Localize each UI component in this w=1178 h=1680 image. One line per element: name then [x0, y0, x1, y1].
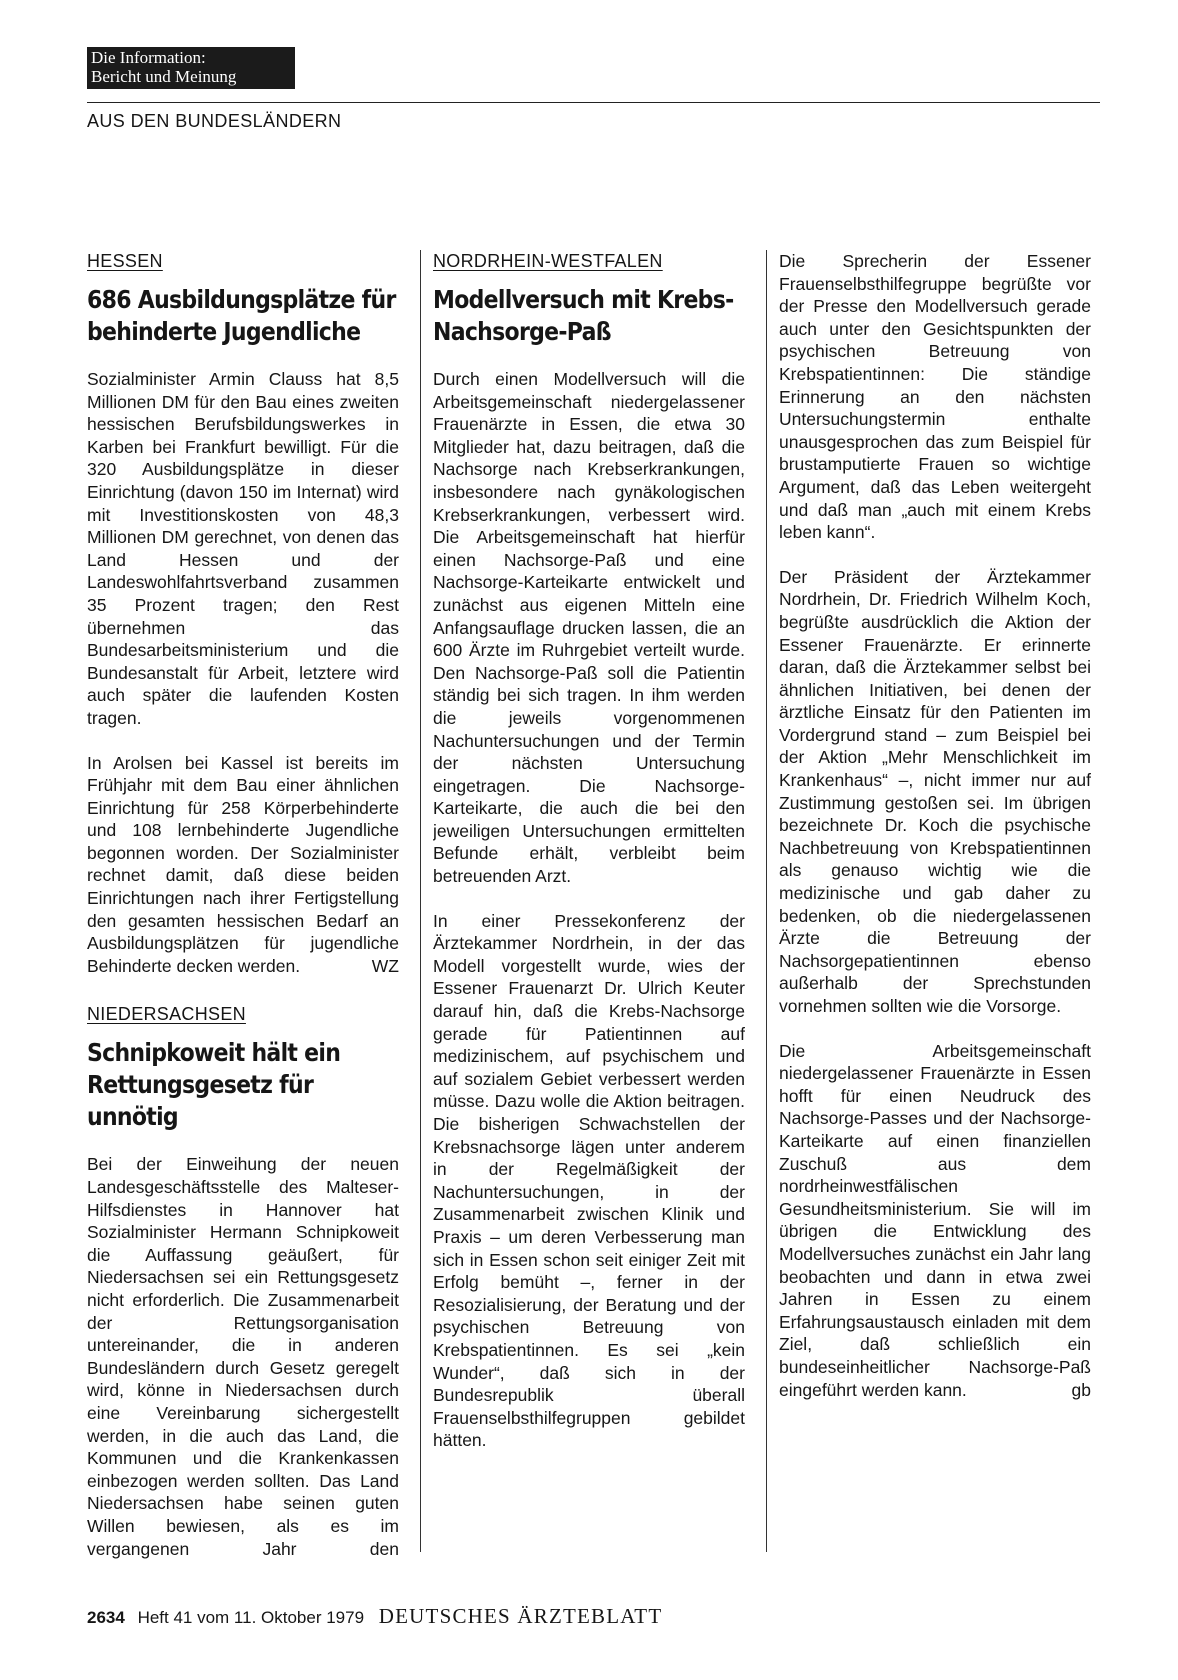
page-number: 2634 — [87, 1608, 125, 1627]
article-nrw-paragraph-2: In einer Pressekonferenz der Ärztekammer Nordrhein, in der das Modell vorgestellt wurde, wies der Essener Frauenarzt Dr. Ulrich Keuter darauf hin, daß die Krebs-Nachsorge gerade für Patientinnen auf medizinischem, auf psychischem und auf sozialem Gebiet verbessert werden müsse. Dazu wolle die Aktion beitragen. Die bisherigen Schwachstellen der Krebsnachsorge lägen unter anderem in der Regelmäßigkeit der Nachuntersuchungen, in der Zusammenarbeit zwischen Klinik und Praxis – um deren Verbesserung man sich in Essen schon seit einiger Zeit mit Erfolg bemüht –, ferner in der Resozialisierung, der Beratung und der psychischen Betreuung von Krebspatientinnen. Es sei „kein Wunder“, daß sich in der Bundesrepublik überall Frauenselbsthilfegruppen gebildet hätten. — [433, 910, 745, 1451]
article-nrw-paragraph-5 — [779, 1040, 1091, 1402]
column-divider-2 — [766, 250, 767, 1552]
column-3 — [779, 250, 1091, 1560]
page-footer — [87, 1604, 662, 1629]
headline-niedersachsen: Schnipkoweit hält ein Rettungsgesetz für unnötig — [87, 1038, 341, 1132]
issue-info: Heft 41 vom 11. Oktober 1979 — [137, 1608, 365, 1627]
article-hessen-paragraph-2 — [87, 752, 399, 978]
region-label-nrw: NORDRHEIN-WESTFALEN — [433, 251, 663, 271]
article-nrw-paragraph-1: Durch einen Modellversuch will die Arbeitsgemeinschaft niedergelassener Frauenärzte in Essen, die etwa 30 Mitglieder hat, dazu beitragen, daß die Nachsorge nach Krebserkrankungen, insbesondere nach gynäkologischen Krebserkrankungen, verbessert wird. Die Arbeitsgemeinschaft hat hierfür einen Nachsorge-Paß und eine Nachsorge-Karteikarte entwickelt und zunächst aus eigenen Mitteln eine Anfangsauflage drucken lassen, die an 600 Ärzte im Ruhrgebiet verteilt wurde. Den Nachsorge-Paß soll die Patientin ständig bei sich tragen. In ihm werden die jeweils vorgenommenen Nachuntersuchungen und der Termin der nächsten Untersuchung eingetragen. Die Nachsorge-Karteikarte, die auch die bei den jeweiligen Untersuchungen ermittelten Befunde erhält, verbleibt beim betreuenden Arzt. — [433, 369, 745, 887]
article-hessen-paragraph-2-text: In Arolsen bei Kassel ist bereits im Frühjahr mit dem Bau einer ähnlichen Einrichtung für 258 Körperbehinderte und 108 lernbehinderte Jugendliche begonnen worden. Der Sozialminister rechnet damit, daß diese beiden Einrichtungen nach ihrer Fertigstellung den gesamten hessischen Bedarf an Ausbildungsplätzen für jugendliche Behinderte decken werden. — [87, 752, 399, 976]
author-signature-hessen: WZ — [371, 955, 399, 976]
author-signature-nrw: gb — [1071, 1379, 1091, 1400]
region-label-niedersachsen: NIEDERSACHSEN — [87, 1004, 246, 1025]
article-nrw-paragraph-4: Der Präsident der Ärztekammer Nordrhein, Dr. Friedrich Wilhelm Koch, begrüßte ausdrücklich die Aktion der Essener Frauenärzte. Er erinnerte daran, daß die Ärztekammer selbst bei ähnlichen Initiativen, bei denen der ärztliche Einsatz für den Patienten im Vordergrund stand – zum Beispiel bei der Aktion „Mehr Menschlichkeit im Krankenhaus“ –, nicht immer nur auf Zustimmung gestoßen sei. Im übrigen bezeichnete Dr. Koch die psychische Nachbetreuung von Krebspatientinnen als genauso wichtig wie die medizinische und gab daher zu bedenken, ob die niedergelassenen Ärzte die Betreuung der Nachsorgepatientinnen ebenso außerhalb der Sprechstunden vornehmen sollten wie die Vorsorge. — [779, 566, 1091, 1016]
headline-hessen: 686 Ausbildungsplätze für behinderte Jugendliche — [87, 285, 396, 346]
top-rule — [87, 102, 1100, 103]
headline-nrw: Modellversuch mit Krebs-Nachsorge-Paß — [433, 285, 734, 346]
masthead — [87, 47, 295, 89]
column-2 — [433, 250, 745, 1560]
article-nrw-paragraph-5-text: Die Arbeitsgemeinschaft niedergelassener Frauenärzte in Essen hofft für einen Neudruck des Nachsorge-Passes und der Nachsorge-Karteikarte auf einen finanziellen Zuschuß aus dem nordrheinwestfälischen Gesundheitsministerium. Sie will im übrigen die Entwicklung des Modellversuches zunächst ein Jahr lang beobachten und dann in etwa zwei Jahren in Essen zu einem Erfahrungsaustausch einladen mit dem Ziel, daß schließlich ein bundeseinheitlicher Nachsorge-Paß eingeführt werden kann. — [779, 1040, 1091, 1400]
masthead-line-1: Die Information: — [91, 48, 206, 67]
article-niedersachsen-start — [87, 1003, 399, 1560]
article-nrw-paragraph-3: Die Sprecherin der Essener Frauenselbsthilfegruppe begrüßte vor der Presse den Modellversuch gerade auch unter den Gesichtspunkten der psychischen Betreuung von Krebspatientinnen: Die ständige Erinnerung an den nächsten Untersuchungstermin enthalte unausgesprochen das zum Beispiel für brustamputierte Frauen so wichtige Argument, daß das Leben weitergeht und daß man „auch mit einem Krebs leben kann“. — [779, 251, 1091, 543]
column-1 — [87, 250, 399, 1560]
article-hessen-paragraph-1: Sozialminister Armin Clauss hat 8,5 Millionen DM für den Bau eines zweiten hessischen Berufsbildungswerkes in Karben bei Frankfurt bewilligt. Für die 320 Ausbildungsplätze in dieser Einrichtung (davon 150 im Internat) wird mit Investitionskosten von 48,3 Millionen DM gerechnet, von denen das Land Hessen und der Landeswohlfahrtsverband zusammen 35 Prozent tragen; den Rest übernehmen das Bundesarbeitsministerium und die Bundesanstalt für Arbeit, letztere wird auch später die laufenden Kosten tragen. — [87, 369, 399, 728]
journal-name: DEUTSCHES ÄRZTEBLATT — [378, 1604, 663, 1628]
region-label-hessen: HESSEN — [87, 251, 163, 271]
article-niedersachsen-text: Bei der Einweihung der neuen Landesgeschäftsstelle des Malteser-Hilfsdienstes in Hannover hat Sozialminister Hermann Schnipkoweit die Auffassung geäußert, für Niedersachsen sei ein Rettungsgesetz nicht erforderlich. Die Zusammenarbeit der Rettungsorganisation untereinander, die in anderen Bundesländern durch Gesetz geregelt wird, könne in Niedersachsen durch eine Vereinbarung sichergestellt werden, in die auch das Land, die Kommunen und die Krankenkassen einbezogen werden sollten. Das Land Niedersachsen habe seinen guten Willen bewiesen, als es im vergangenen Jahr den — [87, 1154, 399, 1559]
column-divider-1 — [420, 250, 421, 1552]
masthead-line-2: Bericht und Meinung — [91, 67, 237, 86]
article-niedersachsen-paragraph — [87, 1153, 399, 1560]
section-title: AUS DEN BUNDESLÄNDERN — [87, 111, 342, 131]
